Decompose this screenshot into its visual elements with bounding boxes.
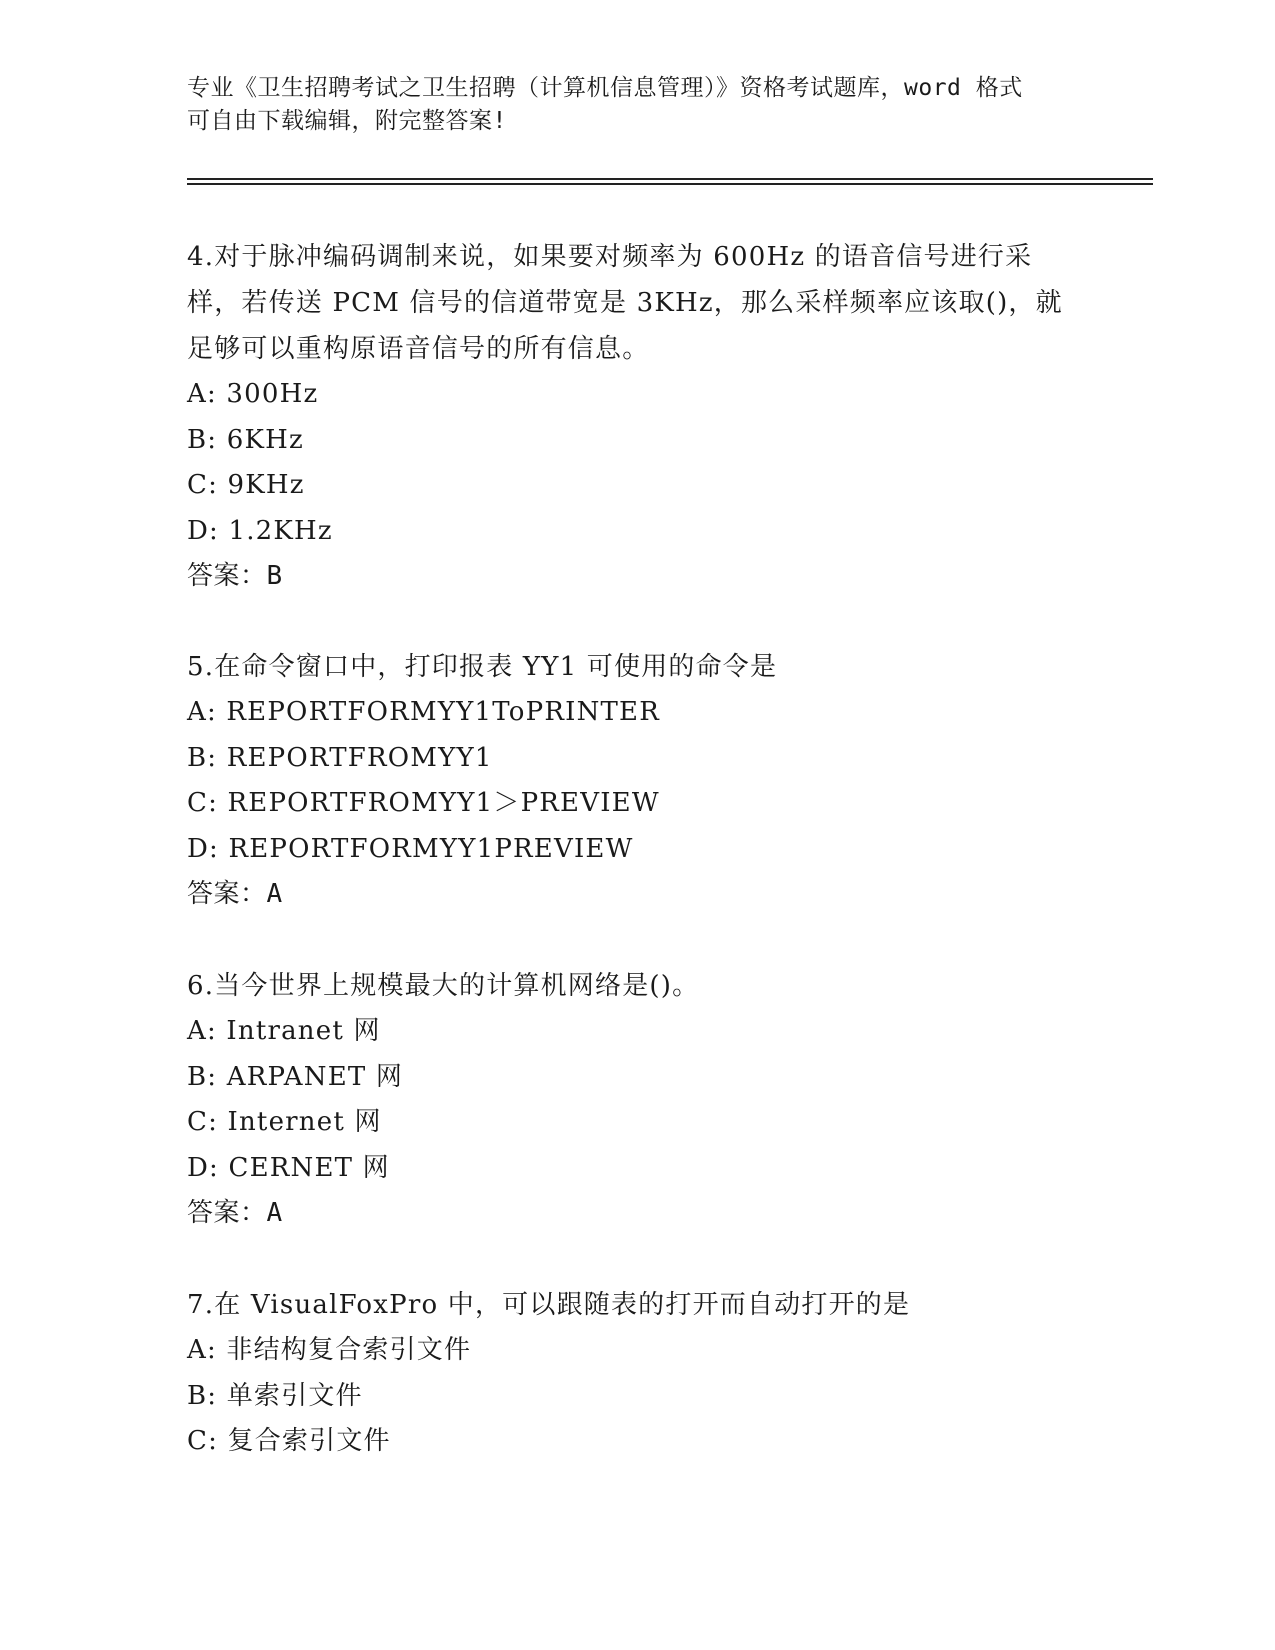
option-a: A: 非结构复合索引文件 (187, 1335, 472, 1365)
option-c: C: Internet 网 (187, 1107, 382, 1137)
header-line-1: 专业《卫生招聘考试之卫生招聘（计算机信息管理）》资格考试题库，word 格式 (187, 75, 1023, 101)
option-c: C: 复合索引文件 (187, 1426, 391, 1456)
question-stem (187, 963, 1067, 1009)
option-d: D: 1.2KHz (187, 515, 333, 546)
option-a: A: Intranet 网 (187, 1016, 381, 1046)
stem-line: 7.在 VisualFoxPro 中，可以跟随表的打开而自动打开的是 (187, 1290, 911, 1320)
option-b: B: 6KHz (187, 424, 304, 455)
option-d: D: REPORTFORMYY1PREVIEW (187, 833, 634, 864)
document-header (187, 72, 1067, 138)
stem-line: 5.在命令窗口中，打印报表 YY1 可使用的命令是 (187, 652, 778, 682)
stem-line: 样，若传送 PCM 信号的信道带宽是 3KHz，那么采样频率应该取()，就 (187, 288, 1063, 318)
header-line-2: 可自由下载编辑，附完整答案! (187, 108, 507, 134)
option-a: A: 300Hz (187, 379, 319, 409)
option-a: A: REPORTFORMYY1ToPRINTER (187, 697, 661, 727)
answer-line: 答案：B (187, 561, 283, 591)
option-c: C: REPORTFROMYY1＞PREVIEW (187, 788, 660, 818)
option-b: B: REPORTFROMYY1 (187, 742, 493, 773)
question-4 (187, 234, 1067, 599)
question-stem (187, 234, 1067, 372)
option-b: B: ARPANET 网 (187, 1061, 404, 1092)
header-divider-bottom (187, 183, 1153, 185)
option-b: B: 单索引文件 (187, 1380, 363, 1411)
stem-line: 足够可以重构原语音信号的所有信息。 (187, 334, 650, 364)
answer-line: 答案：A (187, 879, 283, 909)
option-d: D: CERNET 网 (187, 1152, 390, 1183)
answer-line: 答案：A (187, 1198, 283, 1228)
header-divider-top (187, 178, 1153, 180)
stem-line: 6.当今世界上规模最大的计算机网络是()。 (187, 971, 700, 1001)
question-5 (187, 644, 1067, 917)
question-7 (187, 1282, 1067, 1465)
stem-line: 4.对于脉冲编码调制来说，如果要对频率为 600Hz 的语音信号进行采 (187, 242, 1033, 272)
question-6 (187, 963, 1067, 1236)
question-stem (187, 644, 1067, 690)
option-c: C: 9KHz (187, 470, 305, 500)
question-stem (187, 1282, 1067, 1328)
